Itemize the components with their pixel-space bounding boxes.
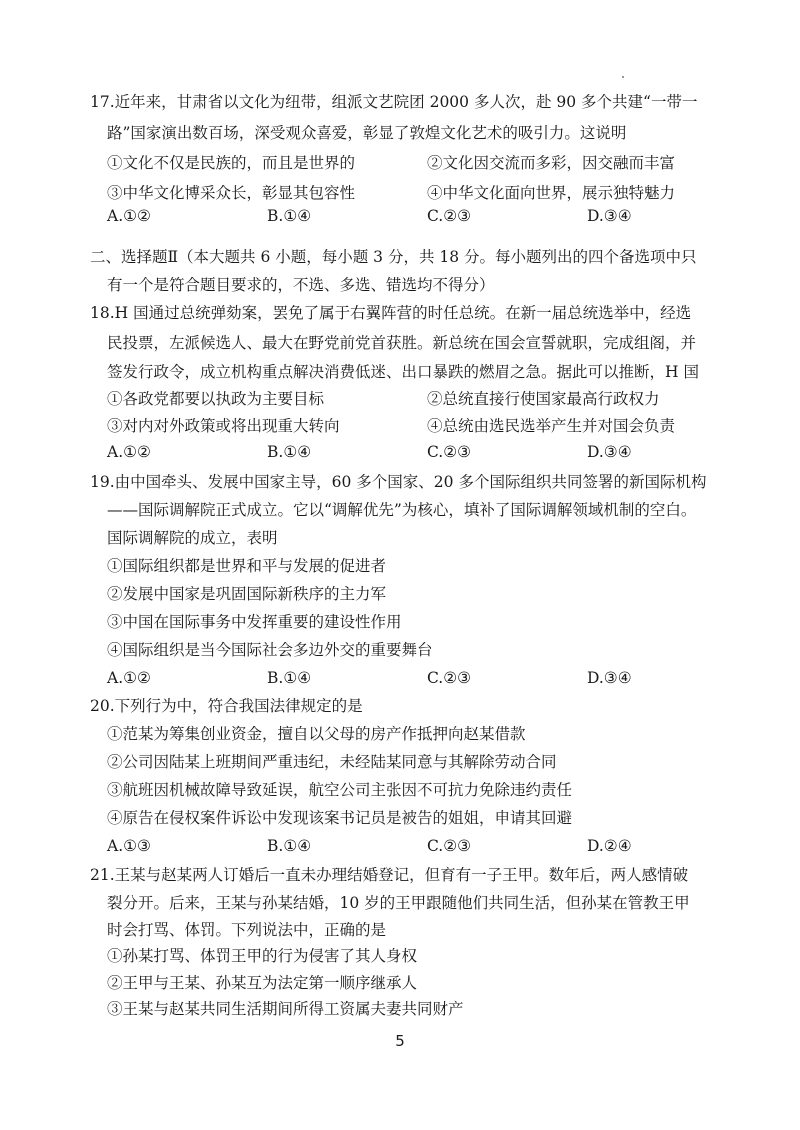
q20-stem-line-1: 20.下列行为中，符合我国法律规定的是 [90, 697, 363, 715]
scan-speck [622, 76, 624, 78]
q17-choice-a: A.①② [107, 207, 151, 225]
q21-option-2: ②王甲与王某、孙某互为法定第一顺序继承人 [107, 974, 418, 992]
q20-choice-a: A.①③ [107, 837, 151, 855]
q20-choice-b: B.①④ [267, 837, 312, 855]
q18-options-row-1 [107, 389, 660, 409]
q17-stem-line-2: 路”国家演出数百场，深受观众喜爱，彰显了敦煌文化艺术的吸引力。这说明 [107, 124, 627, 142]
q20-choices [107, 836, 667, 856]
q17-choice-b: B.①④ [267, 207, 312, 225]
q20-choice-d: D.②④ [587, 837, 632, 855]
q19-option-3: ③中国在国际事务中发挥重要的建设性作用 [107, 613, 402, 631]
q19-choices [107, 668, 667, 688]
q17-option-2: ②文化因交流而多彩，因交融而丰富 [427, 154, 676, 172]
q17-option-3: ③中华文化博采众长，彰显其包容性 [107, 184, 356, 202]
section-2-line-2: 有一个是符合题目要求的，不选、多选、错选均不得分） [107, 276, 495, 294]
q17-option-1: ①文化不仅是民族的，而且是世界的 [107, 154, 356, 172]
q17-choice-c: C.②③ [427, 207, 472, 225]
q19-option-2: ②发展中国家是巩固国际新秩序的主力军 [107, 585, 387, 603]
q19-stem-line-3: 国际调解院的成立，表明 [107, 529, 278, 547]
page-number: 5 [395, 1032, 405, 1050]
q20-option-4: ④原告在侵权案件诉讼中发现该案书记员是被告的姐姐，申请其回避 [107, 809, 573, 827]
q18-choice-a: A.①② [107, 443, 151, 461]
q17-choice-d: D.③④ [587, 207, 632, 225]
q18-choice-c: C.②③ [427, 443, 472, 461]
q17-choices [107, 206, 667, 226]
q19-stem-line-2: ——国际调解院正式成立。它以“调解优先”为核心，填补了国际调解领域机制的空白。 [107, 501, 697, 519]
q18-choice-b: B.①④ [267, 443, 312, 461]
q18-stem-line-1: 18.H 国通过总统弹劾案，罢免了属于右翼阵营的时任总统。在新一届总统选举中，经选 [90, 304, 692, 322]
q19-choice-c: C.②③ [427, 669, 472, 687]
q20-option-2: ②公司因陆某上班期间严重违纪，未经陆某同意与其解除劳动合同 [107, 753, 557, 771]
q18-choice-d: D.③④ [587, 443, 632, 461]
q17-options-row-2 [107, 183, 676, 203]
q21-stem-line-1: 21.王某与赵某两人订婚后一直未办理结婚登记，但育有一子王甲。数年后，两人感情破 [90, 866, 689, 884]
q18-stem-line-3: 签发行政令，成立机构重点解决消费低迷、出口暴跌的燃眉之急。据此可以推断，H 国 [107, 363, 699, 381]
q20-option-3: ③航班因机械故障导致延误，航空公司主张因不可抗力免除违约责任 [107, 781, 573, 799]
q18-option-1: ①各政党都要以执政为主要目标 [107, 390, 325, 408]
q19-stem-line-1: 19.由中国牵头、发展中国家主导，60 多个国家、20 多个国际组织共同签署的新国际机构 [90, 473, 707, 491]
q19-choice-a: A.①② [107, 669, 151, 687]
q21-stem-line-3: 时会打骂、体罚。下列说法中，正确的是 [107, 921, 387, 939]
q20-choice-c: C.②③ [427, 837, 472, 855]
q19-option-1: ①国际组织都是世界和平与发展的促进者 [107, 557, 387, 575]
q18-options-row-2 [107, 416, 676, 436]
q18-option-3: ③对内对外政策或将出现重大转向 [107, 417, 340, 435]
q18-option-2: ②总统直接行使国家最高行政权力 [427, 390, 660, 408]
q18-stem-line-2: 民投票，左派候选人、最大在野党前党首获胜。新总统在国会宣誓就职，完成组阁，并 [107, 334, 697, 352]
q19-choice-d: D.③④ [587, 669, 632, 687]
q18-option-4: ④总统由选民选举产生并对国会负责 [427, 417, 676, 435]
q21-option-3: ③王某与赵某共同生活期间所得工资属夫妻共同财产 [107, 1000, 464, 1018]
q21-option-1: ①孙某打骂、体罚王甲的行为侵害了其人身权 [107, 947, 418, 965]
q20-option-1: ①范某为筹集创业资金，擅自以父母的房产作抵押向赵某借款 [107, 725, 526, 743]
q17-option-4: ④中华文化面向世界，展示独特魅力 [427, 184, 676, 202]
section-2-line-1: 二、选择题Ⅱ（本大题共 6 小题，每小题 3 分，共 18 分。每小题列出的四个备选项中只 [90, 248, 697, 266]
q19-choice-b: B.①④ [267, 669, 312, 687]
q17-stem-line-1: 17.近年来，甘肃省以文化为纽带，组派文艺院团 2000 多人次，赴 90 多个共建“一带一 [90, 93, 698, 111]
q18-choices [107, 442, 667, 462]
q21-stem-line-2: 裂分开。后来，王某与孙某结婚，10 岁的王甲跟随他们共同生活，但孙某在管教王甲 [107, 894, 690, 912]
q17-options-row-1 [107, 153, 676, 173]
q19-option-4: ④国际组织是当今国际社会多边外交的重要舞台 [107, 641, 433, 659]
